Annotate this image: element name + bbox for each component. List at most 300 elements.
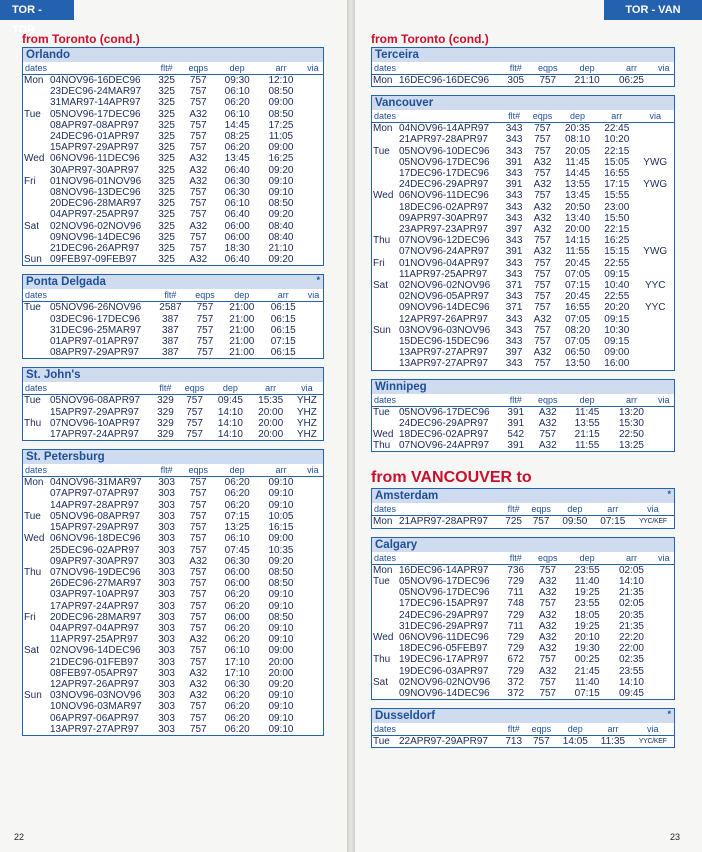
arrival-cell: 02:35 xyxy=(618,654,644,666)
via-cell xyxy=(654,418,674,429)
schedule-table xyxy=(23,62,323,265)
flight-cell: 329 xyxy=(157,417,174,429)
equipment-cell: 757 xyxy=(189,600,207,612)
departure-cell: 06:30 xyxy=(224,175,250,187)
arrival-cell: 14:10 xyxy=(618,575,644,587)
dates-cell: 01APR97-01APR97 xyxy=(50,336,139,348)
arrival-cell: 23:00 xyxy=(604,201,630,213)
departure-cell: 06:00 xyxy=(224,611,250,623)
arrival-cell: 08:50 xyxy=(268,86,294,98)
day-cell xyxy=(23,131,50,142)
flight-cell: 303 xyxy=(158,499,175,511)
arrival-cell: 23:55 xyxy=(618,665,644,677)
dates-cell: 05NOV96-10DEC96 xyxy=(399,145,490,157)
arrival-cell: 09:15 xyxy=(604,336,630,348)
via-cell xyxy=(303,187,323,198)
equipment-cell: A32 xyxy=(533,156,552,168)
day-cell: Wed xyxy=(373,631,394,643)
schedule-row xyxy=(372,291,674,302)
day-cell: Sat xyxy=(373,280,389,292)
via-cell xyxy=(303,690,323,701)
flight-cell: 736 xyxy=(507,564,525,576)
via-cell xyxy=(303,198,323,209)
flight-cell: 542 xyxy=(507,429,525,441)
departure-cell: 13:45 xyxy=(564,190,591,202)
arrival-cell: 08:50 xyxy=(268,566,294,578)
header-row xyxy=(23,382,323,395)
flight-cell: 303 xyxy=(158,622,175,634)
day-cell xyxy=(23,713,50,724)
via-cell: YYC xyxy=(644,302,666,314)
flight-cell: 303 xyxy=(158,667,175,679)
day-cell xyxy=(23,724,50,735)
schedule-row xyxy=(23,314,323,325)
equipment-cell: A32 xyxy=(533,347,552,359)
header-dep: dep xyxy=(215,62,259,75)
day-cell xyxy=(372,418,399,429)
via-cell xyxy=(303,153,323,164)
note-star: * xyxy=(667,709,671,720)
vancouver-section-title: from VANCOUVER to xyxy=(371,469,532,487)
via-cell xyxy=(303,612,323,623)
arrival-cell: 06:15 xyxy=(270,313,296,325)
flight-cell: 303 xyxy=(158,477,175,489)
day-cell: Mon xyxy=(373,123,393,135)
arrival-cell: 08:50 xyxy=(268,108,294,120)
day-cell xyxy=(23,86,50,97)
destination-header xyxy=(372,538,674,552)
arrival-cell: 10:40 xyxy=(604,280,630,292)
flight-cell: 325 xyxy=(158,175,175,187)
equipment-cell: 757 xyxy=(189,533,207,545)
schedule-row xyxy=(372,347,674,358)
dates-cell: 11APR97-25APR97 xyxy=(50,634,139,646)
flight-cell: 729 xyxy=(507,575,525,587)
header-eqps: eqps xyxy=(181,464,215,477)
departure-cell: 11:45 xyxy=(575,406,600,418)
day-cell xyxy=(372,213,399,224)
dates-cell: 07NOV96-19DEC96 xyxy=(50,566,141,578)
arrival-cell: 16:25 xyxy=(604,235,630,247)
header-arr: arr xyxy=(597,110,636,123)
header-arr: arr xyxy=(609,552,653,565)
header-eqps: eqps xyxy=(531,552,566,565)
day-cell xyxy=(23,142,50,153)
destination-header xyxy=(372,48,674,62)
arrival-cell: 06:25 xyxy=(618,75,644,86)
page-gutter xyxy=(347,0,355,852)
via-cell xyxy=(303,488,323,499)
via-cell xyxy=(303,500,323,511)
equipment-cell: 757 xyxy=(186,406,203,418)
schedule-row xyxy=(372,632,674,643)
via-cell xyxy=(654,598,674,609)
arrival-cell: 09:10 xyxy=(268,477,294,489)
schedule-table xyxy=(372,62,674,86)
equipment-cell: 757 xyxy=(189,119,207,131)
destination-block xyxy=(371,708,675,748)
day-cell xyxy=(23,232,50,243)
departure-cell: 07:05 xyxy=(564,336,591,348)
equipment-cell: A32 xyxy=(189,634,208,646)
schedule-row xyxy=(23,254,323,265)
schedule-row xyxy=(23,165,323,176)
schedule-row xyxy=(372,325,674,336)
schedule-table xyxy=(23,289,323,358)
equipment-cell: 757 xyxy=(534,336,551,348)
equipment-cell: 757 xyxy=(189,510,207,522)
via-cell xyxy=(636,123,674,135)
arrival-cell: 09:10 xyxy=(268,499,294,511)
dates-cell: 04NOV96-14APR97 xyxy=(399,123,490,135)
schedule-table xyxy=(372,394,674,452)
via-cell xyxy=(303,545,323,556)
dates-cell: 19DEC96-17APR97 xyxy=(399,654,489,666)
day-cell: Wed xyxy=(24,533,45,545)
day-cell xyxy=(372,336,399,347)
header-arr: arr xyxy=(263,289,304,302)
schedule-table xyxy=(372,552,674,699)
equipment-cell: A32 xyxy=(538,575,557,587)
schedule-row xyxy=(23,418,323,429)
departure-cell: 06:20 xyxy=(224,600,250,612)
section-title: from Toronto (cond.) xyxy=(371,32,489,46)
departure-cell: 07:15 xyxy=(224,510,250,522)
equipment-cell: A32 xyxy=(538,643,557,655)
flight-cell: 343 xyxy=(505,268,523,280)
schedule-row xyxy=(372,418,674,429)
arrival-cell: 13:25 xyxy=(618,440,644,452)
equipment-cell: 757 xyxy=(534,123,551,135)
arrival-cell: 09:15 xyxy=(604,268,630,280)
departure-cell: 14:15 xyxy=(564,235,591,247)
via-cell xyxy=(636,146,674,157)
dates-cell: 08NOV96-13DEC96 xyxy=(50,187,141,199)
via-cell xyxy=(303,522,323,533)
day-cell: Sun xyxy=(373,324,391,336)
dates-cell: 08FEB97-05APR97 xyxy=(50,667,138,679)
dates-cell: 06NOV96-11DEC96 xyxy=(50,153,140,165)
flight-cell: 305 xyxy=(507,75,525,86)
destination-block xyxy=(371,537,675,700)
header-row xyxy=(372,110,674,123)
schedule-row xyxy=(372,516,674,528)
via-cell xyxy=(303,86,323,97)
schedule-row xyxy=(23,221,323,232)
schedule-row xyxy=(372,677,674,688)
departure-cell: 06:00 xyxy=(224,231,250,243)
header-eqps: eqps xyxy=(189,289,221,302)
arrival-cell: 15:35 xyxy=(258,395,284,407)
header-row xyxy=(372,62,674,75)
flight-cell: 325 xyxy=(158,220,175,232)
equipment-cell: A32 xyxy=(189,175,208,187)
flight-cell: 325 xyxy=(158,119,175,131)
destination-header xyxy=(372,709,674,723)
equipment-cell: A32 xyxy=(189,667,208,679)
flight-cell: 397 xyxy=(505,347,523,359)
dates-cell: 04NOV96-16DEC96 xyxy=(50,75,141,86)
equipment-cell: 757 xyxy=(189,86,207,98)
dates-cell: 26DEC96-27MAR97 xyxy=(50,578,142,590)
dates-cell: 04APR97-04APR97 xyxy=(50,622,139,634)
arrival-cell: 09:00 xyxy=(268,533,294,545)
header-via: via xyxy=(654,394,674,407)
arrival-cell: 15:30 xyxy=(618,417,644,429)
schedule-row xyxy=(372,736,674,748)
via-cell: YYC xyxy=(644,280,666,292)
day-cell xyxy=(23,488,50,499)
equipment-cell: A32 xyxy=(533,212,552,224)
header-arr: arr xyxy=(609,394,653,407)
header-row xyxy=(372,503,674,516)
destination-name: Winnipeg xyxy=(375,380,427,393)
day-cell xyxy=(372,688,399,699)
day-cell xyxy=(372,621,399,632)
arrival-cell: 09:10 xyxy=(268,488,294,500)
schedule-row xyxy=(23,120,323,131)
equipment-cell: 757 xyxy=(189,701,207,713)
departure-cell: 06:20 xyxy=(224,499,250,511)
header-dep: dep xyxy=(556,503,594,516)
arrival-cell: 09:10 xyxy=(268,634,294,646)
departure-cell: 11:40 xyxy=(575,575,600,587)
schedule-row xyxy=(372,429,674,440)
arrival-cell: 15:15 xyxy=(604,246,630,258)
flight-cell: 325 xyxy=(158,254,175,266)
right-page xyxy=(355,0,702,852)
equipment-cell: 757 xyxy=(189,578,207,590)
via-cell xyxy=(304,302,323,314)
header-arr: arr xyxy=(259,62,303,75)
header-dates: dates xyxy=(23,289,152,302)
header-eqps: eqps xyxy=(179,382,210,395)
via-cell xyxy=(636,258,674,269)
header-flt: flt# xyxy=(501,723,526,736)
schedule-row xyxy=(23,302,323,314)
header-dates: dates xyxy=(372,723,501,736)
header-dates: dates xyxy=(23,382,152,395)
arrival-cell: 09:20 xyxy=(268,164,294,176)
schedule-row xyxy=(372,269,674,280)
schedule-row xyxy=(372,643,674,654)
dates-cell: 02NOV96-02NOV96 xyxy=(399,280,491,292)
dates-cell: 02NOV96-02NOV96 xyxy=(50,220,142,232)
destination-name: Ponta Delgada xyxy=(26,276,106,289)
day-cell xyxy=(372,202,399,213)
day-cell: Tue xyxy=(373,406,390,418)
arrival-cell: 09:10 xyxy=(268,701,294,713)
dates-cell: 17APR97-24APR97 xyxy=(50,429,139,441)
dates-cell: 07APR97-07APR97 xyxy=(50,488,139,500)
departure-cell: 07:15 xyxy=(564,280,591,292)
day-cell xyxy=(23,120,50,131)
header-eqps: eqps xyxy=(181,62,215,75)
destination-block xyxy=(22,274,324,359)
page-number: 22 xyxy=(14,832,25,842)
schedule-row xyxy=(372,654,674,665)
dates-cell: 02NOV96-02NOV96 xyxy=(399,676,491,688)
via-cell xyxy=(303,645,323,656)
flight-cell: 387 xyxy=(162,313,179,325)
schedule-row xyxy=(372,179,674,190)
equipment-cell: 757 xyxy=(539,564,557,576)
dates-cell: 20DEC96-28MAR97 xyxy=(50,611,142,623)
header-flt: flt# xyxy=(501,552,531,565)
arrival-cell: 08:40 xyxy=(268,231,294,243)
departure-cell: 14:45 xyxy=(564,168,591,180)
day-cell xyxy=(372,358,399,369)
dates-cell: 24DEC96-01APR97 xyxy=(50,131,140,143)
flight-cell: 391 xyxy=(505,179,523,191)
flight-cell: 343 xyxy=(505,145,523,157)
equipment-cell: A32 xyxy=(538,587,557,599)
destination-header xyxy=(372,489,674,503)
header-arr: arr xyxy=(251,382,291,395)
schedule-row xyxy=(23,488,323,499)
departure-cell: 19:30 xyxy=(574,643,600,655)
departure-cell: 06:20 xyxy=(224,589,250,601)
departure-cell: 08:20 xyxy=(564,324,591,336)
via-cell xyxy=(303,209,323,220)
arrival-cell: 20:00 xyxy=(268,667,294,679)
arrival-cell: 09:15 xyxy=(604,313,630,325)
flight-cell: 387 xyxy=(162,347,179,359)
schedule-table xyxy=(23,382,323,440)
departure-cell: 13:55 xyxy=(564,179,591,191)
flight-cell: 387 xyxy=(162,336,179,348)
via-cell xyxy=(654,677,674,688)
equipment-cell: A32 xyxy=(189,254,208,266)
departure-cell: 18:05 xyxy=(574,609,600,621)
flight-cell: 343 xyxy=(505,168,523,180)
day-cell: Thu xyxy=(24,566,42,578)
schedule-row xyxy=(23,701,323,712)
day-cell xyxy=(23,578,50,589)
flight-cell: 343 xyxy=(505,235,523,247)
dates-cell: 22APR97-29APR97 xyxy=(399,736,488,748)
header-dates: dates xyxy=(372,394,501,407)
equipment-cell: 757 xyxy=(189,198,207,210)
destination-block xyxy=(371,95,675,370)
arrival-cell: 20:35 xyxy=(618,609,644,621)
schedule-table xyxy=(372,110,674,369)
schedule-row xyxy=(372,190,674,201)
flight-cell: 725 xyxy=(505,516,522,528)
equipment-cell: 757 xyxy=(533,736,550,748)
departure-cell: 08:10 xyxy=(564,134,591,146)
arrival-cell: 20:00 xyxy=(268,656,294,668)
flight-cell: 387 xyxy=(162,324,179,336)
schedule-row xyxy=(23,395,323,407)
departure-cell: 13:25 xyxy=(224,522,250,534)
header-dates: dates xyxy=(372,62,501,75)
departure-cell: 17:10 xyxy=(224,656,250,668)
schedule-row xyxy=(23,75,323,87)
arrival-cell: 10:30 xyxy=(604,324,630,336)
note-star: * xyxy=(316,275,320,286)
equipment-cell: 757 xyxy=(534,235,551,247)
equipment-cell: 757 xyxy=(539,654,557,666)
departure-cell: 06:50 xyxy=(564,347,591,359)
destination-header xyxy=(23,368,323,382)
dates-cell: 21APR97-28APR97 xyxy=(399,134,488,146)
via-cell xyxy=(636,325,674,336)
dates-cell: 16DEC96-16DEC96 xyxy=(399,75,490,86)
departure-cell: 14:10 xyxy=(217,429,243,441)
flight-cell: 391 xyxy=(507,440,525,452)
header-dep: dep xyxy=(565,62,609,75)
day-cell: Thu xyxy=(24,417,42,429)
arrival-cell: 14:10 xyxy=(618,676,644,688)
arrival-cell: 22:20 xyxy=(618,631,644,643)
departure-cell: 06:10 xyxy=(224,108,250,120)
schedule-row xyxy=(23,601,323,612)
equipment-cell: 757 xyxy=(189,499,207,511)
arrival-cell: 09:00 xyxy=(268,142,294,154)
arrival-cell: 17:15 xyxy=(604,179,630,191)
departure-cell: 06:40 xyxy=(224,209,250,221)
day-cell xyxy=(372,168,399,179)
schedule-row xyxy=(23,533,323,544)
dates-cell: 17DEC96-17DEC96 xyxy=(399,168,490,180)
dates-cell: 10NOV96-03MAR97 xyxy=(50,701,142,713)
dates-cell: 21DEC96-26APR97 xyxy=(50,243,140,255)
departure-cell: 11:40 xyxy=(575,676,600,688)
dates-cell: 09NOV96-14DEC96 xyxy=(399,302,490,314)
flight-cell: 397 xyxy=(505,224,523,236)
via-cell xyxy=(654,688,674,699)
schedule-row xyxy=(372,258,674,269)
departure-cell: 21:00 xyxy=(229,324,255,336)
flight-cell: 303 xyxy=(158,510,175,522)
departure-cell: 14:45 xyxy=(224,119,250,131)
dates-cell: 21DEC96-01FEB97 xyxy=(50,656,139,668)
departure-cell: 09:50 xyxy=(562,516,588,528)
flight-cell: 343 xyxy=(505,257,523,269)
via-cell xyxy=(654,610,674,621)
flight-cell: 325 xyxy=(158,231,175,243)
equipment-cell: 757 xyxy=(189,488,207,500)
departure-cell: 09:30 xyxy=(224,75,250,86)
arrival-cell: 22:55 xyxy=(604,291,630,303)
equipment-cell: A32 xyxy=(189,678,208,690)
day-cell: Fri xyxy=(24,175,36,187)
day-cell xyxy=(23,701,50,712)
destination-block xyxy=(371,47,675,87)
schedule-row xyxy=(23,679,323,690)
header-flt: flt# xyxy=(152,289,189,302)
flight-cell: 729 xyxy=(507,665,525,677)
arrival-cell: 20:20 xyxy=(604,302,630,314)
arrival-cell: 22:50 xyxy=(618,429,644,441)
header-dep: dep xyxy=(565,394,609,407)
arrival-cell: 09:10 xyxy=(268,723,294,735)
flight-cell: 325 xyxy=(158,75,175,86)
via-cell xyxy=(636,213,674,224)
schedule-row xyxy=(372,146,674,157)
flight-cell: 343 xyxy=(505,201,523,213)
schedule-row xyxy=(372,564,674,576)
destination-block xyxy=(22,449,324,736)
flight-cell: 325 xyxy=(158,131,175,143)
flight-cell: 303 xyxy=(158,611,175,623)
equipment-cell: A32 xyxy=(533,179,552,191)
schedule-row xyxy=(23,176,323,187)
arrival-cell: 02:05 xyxy=(618,598,644,610)
schedule-row xyxy=(372,358,674,369)
via-cell xyxy=(636,235,674,246)
